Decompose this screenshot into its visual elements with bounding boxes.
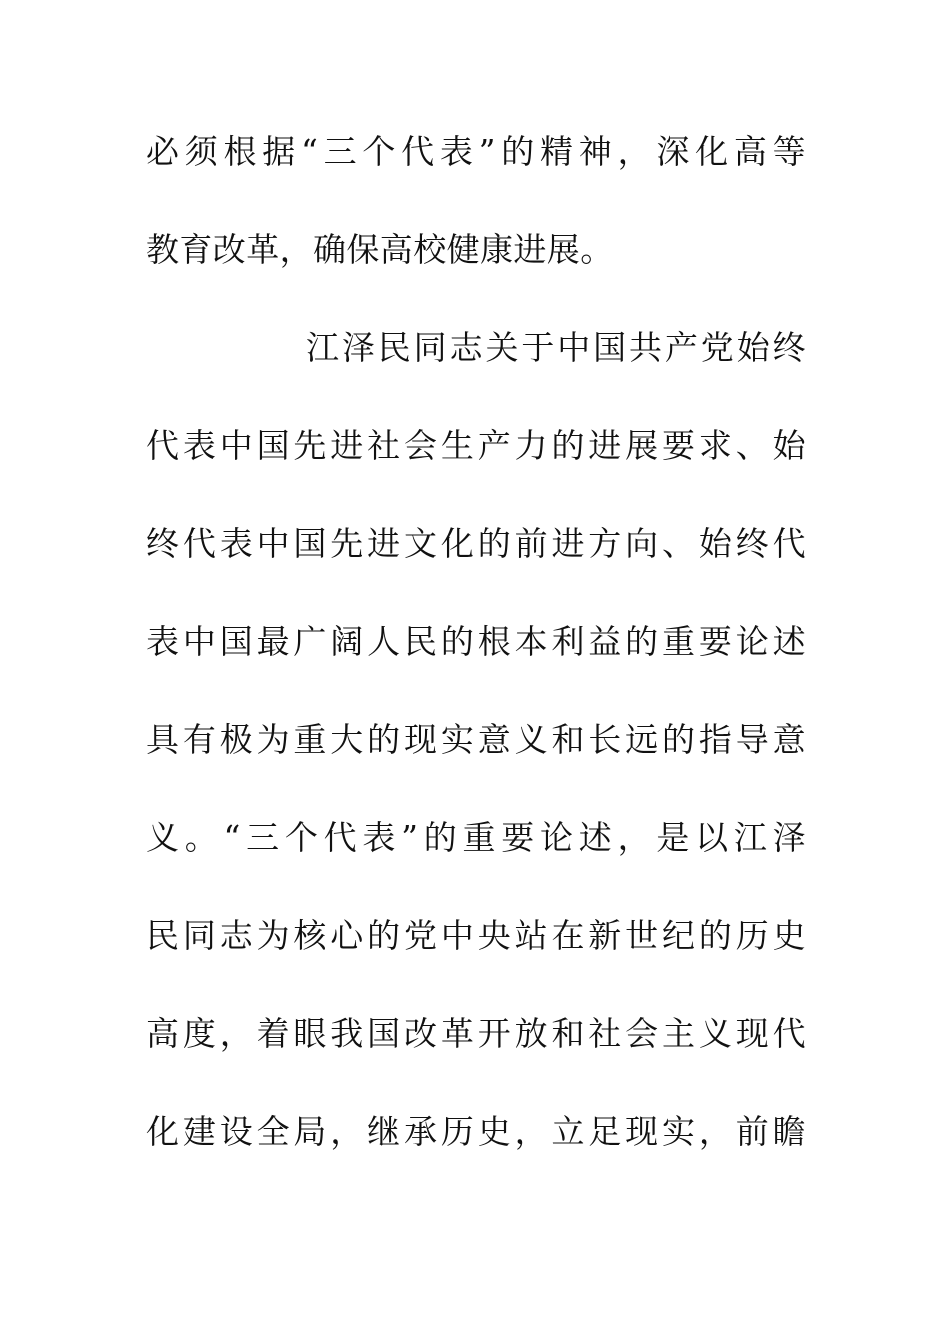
- text-line: 具有极为重大的现实意义和长远的指导意: [146, 720, 806, 759]
- text-line: 义。“三个代表”的重要论述，是以江泽: [146, 818, 806, 857]
- text-line: 终代表中国先进文化的前进方向、始终代: [146, 524, 806, 563]
- text-line: 民同志为核心的党中央站在新世纪的历史: [146, 916, 806, 955]
- text-line: 表中国最广阔人民的根本利益的重要论述: [146, 622, 806, 661]
- text-line: 必须根据“三个代表”的精神，深化高等: [146, 132, 806, 171]
- text-line: 教育改革，确保高校健康进展。: [146, 230, 614, 269]
- text-line: 代表中国先进社会生产力的进展要求、始: [146, 426, 806, 465]
- text-line: 化建设全局，继承历史，立足现实，前瞻: [146, 1112, 806, 1151]
- paragraph-first-line: 江泽民同志关于中国共产党始终: [306, 328, 806, 367]
- text-line: 高度，着眼我国改革开放和社会主义现代: [146, 1014, 806, 1053]
